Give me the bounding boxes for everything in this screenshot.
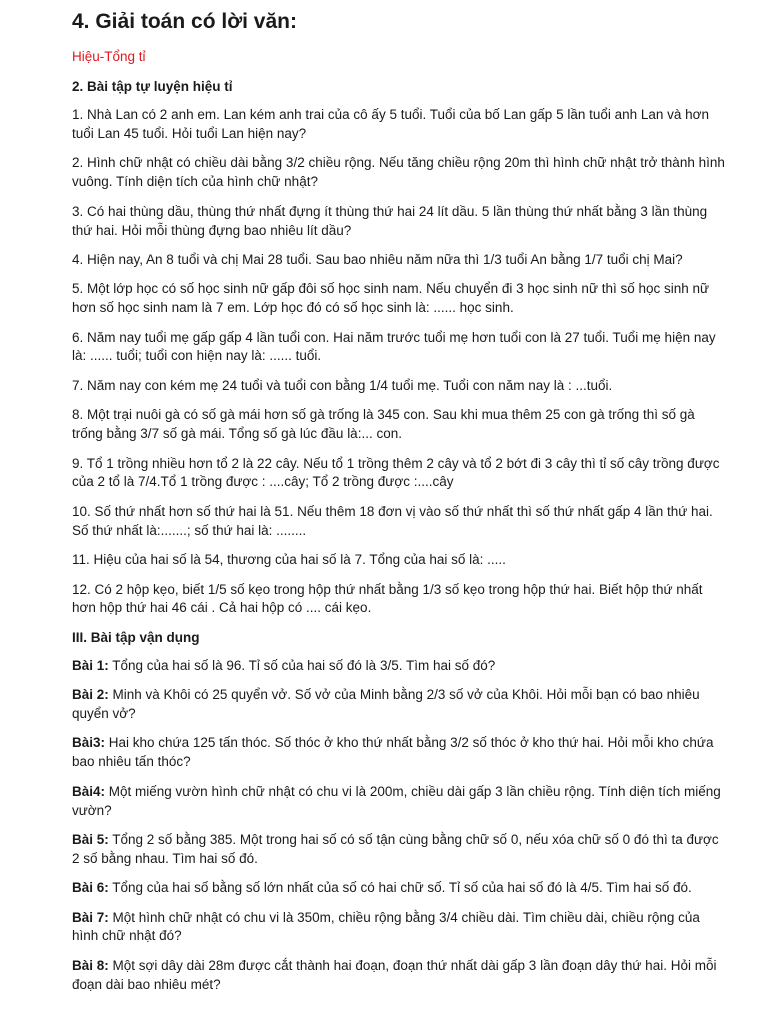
practice-item: 10. Số thứ nhất hơn số thứ hai là 51. Nếu thêm 18 đơn vị vào số thứ nhất thì số thứ nhất gấp 4 lần thứ hai. Số thứ nhất là:.......; số thứ hai là: ........ [72, 503, 713, 538]
exercise-label: Bài4: [72, 783, 106, 799]
exercise-text: Một miếng vườn hình chữ nhật có chu vi là 200m, chiều dài gấp 3 lần chiều rộng. Tính diện tích miếng vườn? [72, 783, 721, 818]
exercise-item [72, 879, 728, 898]
practice-item: 8. Một trại nuôi gà có số gà mái hơn số gà trống là 345 con. Sau khi mua thêm 25 con gà trống thì số gà trống bằng 3/7 số gà mái. Tổng số gà lúc đầu là:... con. [72, 407, 695, 442]
practice-item: 4. Hiện nay, An 8 tuổi và chị Mai 28 tuổi. Sau bao nhiêu năm nữa thì 1/3 tuổi An bằng 1/7 tuổi chị Mai? [72, 251, 683, 267]
exercise-item [72, 957, 728, 995]
exercise-item [72, 686, 728, 724]
exercise-text: Hai kho chứa 125 tấn thóc. Số thóc ở kho thứ nhất bằng 3/2 số thóc ở kho thứ hai. Hỏi mỗi kho chứa bao nhiêu tấn thóc? [72, 735, 714, 770]
practice-item: 12. Có 2 hộp kẹo, biết 1/5 số kẹo trong hộp thứ nhất bằng 1/3 số kẹo trong hộp thứ hai. Biết hộp thứ nhất hơn hộp thứ hai 46 cái . Cả hai hộp có .... cái kẹo. [72, 581, 703, 616]
exercise-item [72, 734, 728, 772]
section-heading-practice: 2. Bài tập tự luyện hiệu tỉ [72, 79, 233, 95]
exercise-label: Bài 2: [72, 687, 109, 703]
practice-item: 11. Hiệu của hai số là 54, thương của hai số là 7. Tổng của hai số là: ..... [72, 552, 506, 568]
exercise-label: Bài 1: [72, 657, 109, 673]
page-title: 4. Giải toán có lời văn: [72, 10, 297, 33]
topic-subtitle: Hiệu-Tổng tỉ [72, 49, 146, 65]
exercise-text: Một sợi dây dài 28m được cắt thành hai đoạn, đoạn thứ nhất dài gấp 3 lần đoạn dây thứ hai. Hỏi mỗi đoạn dài bao nhiêu mét? [72, 957, 717, 992]
exercise-text: Tổng của hai số là 96. Tỉ số của hai số đó là 3/5. Tìm hai số đó? [108, 657, 496, 673]
practice-item: 6. Năm nay tuổi mẹ gấp gấp 4 lần tuổi con. Hai năm trước tuổi mẹ hơn tuổi con là 27 tuổi. Tuổi mẹ hiện nay là: ...... tuổi; tuổi con hiện nay là: ...... tuổi. [72, 329, 716, 364]
practice-item: 7. Năm nay con kém mẹ 24 tuổi và tuổi con bằng 1/4 tuổi mẹ. Tuổi con năm nay là : ...tuổi. [72, 377, 613, 393]
practice-item: 3. Có hai thùng dầu, thùng thứ nhất đựng ít thùng thứ hai 24 lít dầu. 5 lần thùng thứ nhất bằng 3 lần thùng thứ hai. Hỏi mỗi thùng đựng bao nhiêu lít dầu? [72, 203, 708, 238]
section-heading-application: III. Bài tập vận dụng [72, 629, 200, 645]
exercise-text: Tổng của hai số bằng số lớn nhất của số có hai chữ số. Tỉ số của hai số đó là 4/5. Tìm hai số đó. [108, 880, 692, 896]
exercise-text: Minh và Khôi có 25 quyển vở. Số vở của Minh bằng 2/3 số vở của Khôi. Hỏi mỗi bạn có bao nhiêu quyển vở? [72, 687, 700, 721]
exercise-label: Bài3: [72, 735, 106, 751]
exercise-item [72, 657, 728, 676]
practice-item: 1. Nhà Lan có 2 anh em. Lan kém anh trai của cô ấy 5 tuổi. Tuổi của bố Lan gấp 5 lần tuổi anh Lan và hơn tuổi Lan 45 tuổi. Hỏi tuổi Lan hiện nay? [72, 107, 710, 141]
exercise-text: Một hình chữ nhật có chu vi là 350m, chiều rộng bằng 3/4 chiều dài. Tìm chiều dài, chiều rộng của hình chữ nhật đó? [72, 909, 700, 944]
exercise-item [72, 831, 728, 869]
exercise-label: Bài 5: [72, 831, 109, 847]
exercise-text: Tổng 2 số bằng 385. Một trong hai số có số tận cùng bằng chữ số 0, nếu xóa chữ số 0 đó thì ta được 2 số bằng nhau. Tìm hai số đó. [72, 831, 719, 866]
exercise-label: Bài 6: [72, 880, 109, 896]
practice-item: 5. Một lớp học có số học sinh nữ gấp đôi số học sinh nam. Nếu chuyển đi 3 học sinh nữ thì số học sinh nữ hơn số học sinh nam là 7 em. Lớp học đó có số học sinh là: ...... học sinh. [72, 281, 710, 316]
practice-item: 2. Hình chữ nhật có chiều dài bằng 3/2 chiều rộng. Nếu tăng chiều rộng 20m thì hình chữ nhật trở thành hình vuông. Tính diện tích của hình chữ nhật? [72, 155, 725, 190]
exercise-label: Bài 7: [72, 909, 109, 925]
practice-item: 9. Tổ 1 trồng nhiều hơn tổ 2 là 22 cây. Nếu tổ 1 trồng thêm 2 cây và tổ 2 bớt đi 3 cây thì tỉ số cây trồng được của 2 tổ là 7/4.Tổ 1 trồng được : ....cây; Tổ 2 trồng được :....cây [72, 455, 720, 490]
exercise-item [72, 909, 728, 947]
exercise-item [72, 783, 728, 821]
exercise-label: Bài 8: [72, 957, 109, 973]
